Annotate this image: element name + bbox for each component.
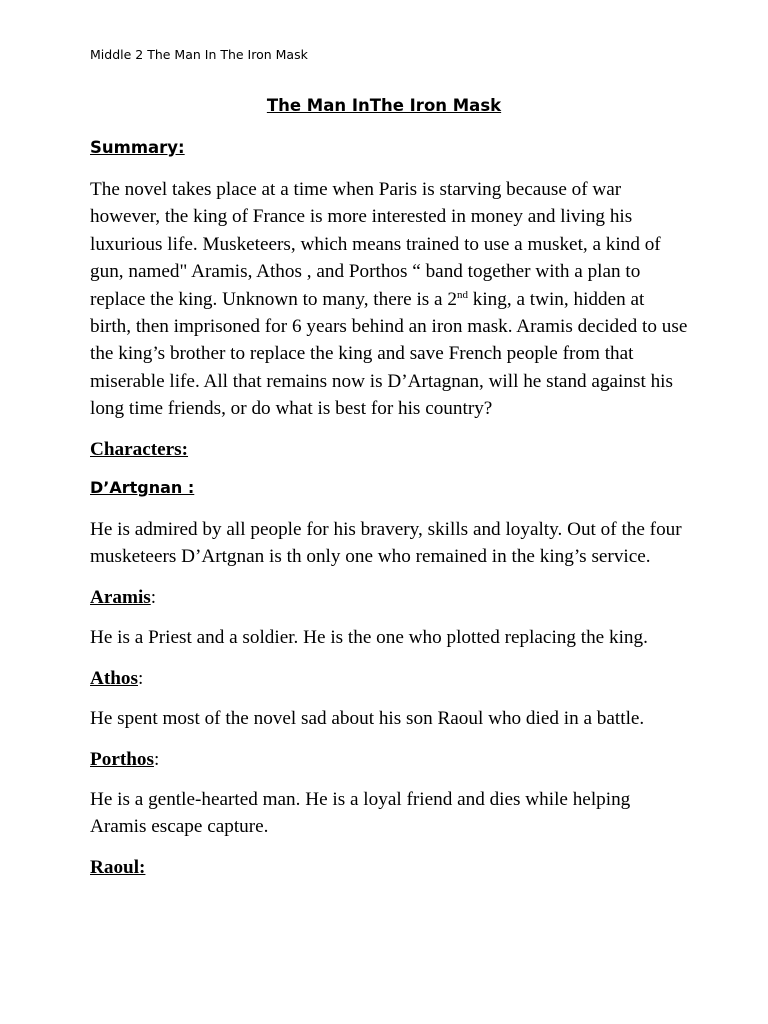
summary-superscript: nd — [456, 288, 468, 301]
raoul-name: Raoul: — [90, 856, 146, 878]
document-title: The Man InThe Iron Mask — [266, 96, 502, 115]
porthos-description: He is a gentle-hearted man. He is a loyal friend and dies while helping Aramis escape capture. — [90, 788, 631, 838]
porthos-heading — [90, 746, 690, 773]
dartgnan-heading: D’Artgnan : — [90, 478, 195, 498]
aramis-colon: : — [150, 586, 157, 608]
aramis-description: He is a Priest and a soldier. He is the one who plotted replacing the king. — [90, 627, 648, 649]
summary-heading: Summary: — [90, 138, 185, 157]
characters-heading: Characters: — [90, 438, 189, 460]
athos-heading — [90, 665, 690, 692]
aramis-name: Aramis — [90, 586, 151, 608]
athos-description: He spent most of the novel sad about his son Raoul who died in a battle. — [90, 708, 645, 730]
aramis-heading — [90, 584, 690, 611]
document-title-container — [0, 94, 768, 118]
summary-text-part-1: The novel takes place at a time when Paris is starving because of war however, the king of France is more interested in money and living his luxurious life. Musketeers, which means trained to use a musket, a kind of gun, named" Aramis, Athos , and Porthos “ band together with a plan to replace the king. Unknown to many, there is a 2 — [90, 179, 661, 310]
raoul-heading — [90, 854, 690, 881]
athos-name: Athos — [90, 667, 138, 689]
porthos-colon: : — [153, 748, 160, 770]
document-body — [90, 136, 690, 894]
summary-text-part-2: king, a twin, hidden at birth, then imprisoned for 6 years behind an iron mask. Aramis decided to use the king’s brother to replace the king and save French people from that miserable life. All that remains now is D’Artagnan, will he stand against his long time friends, or do what is best for his country? — [90, 288, 688, 420]
characters-heading-container — [90, 436, 690, 463]
dartgnan-description: He is admired by all people for his bravery, skills and loyalty. Out of the four musketeers D’Artgnan is th only one who remained in the king’s service. — [90, 519, 682, 568]
athos-colon: : — [137, 667, 144, 689]
summary-paragraph — [90, 176, 690, 423]
porthos-name: Porthos — [90, 748, 154, 770]
running-header: Middle 2 The Man In The Iron Mask — [90, 47, 308, 62]
